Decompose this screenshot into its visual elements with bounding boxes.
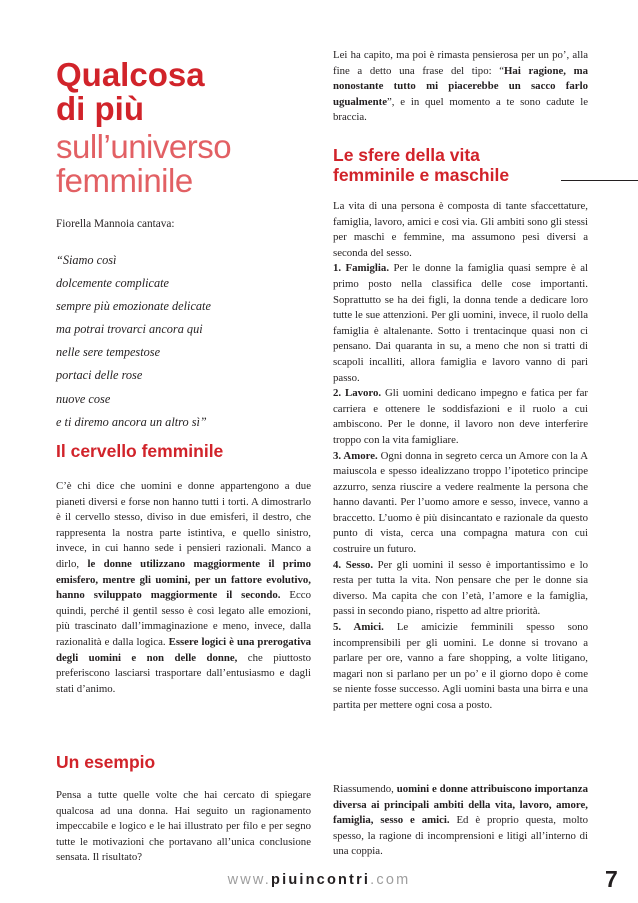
- title-line-2: di più: [56, 90, 144, 127]
- heading-rule: [561, 180, 638, 181]
- intro-text: Fiorella Mannoia cantava:: [56, 218, 175, 230]
- bold-run: uomini e donne attribuiscono importanza diversa ai principali ambiti della vita, lavoro, amore, famiglia, sesso e amici.: [333, 783, 588, 827]
- poem-line: nelle sere tempestose: [56, 345, 161, 360]
- bold-run: Hai ragione, ma nonostante tutto mi piacerebbe un sacco farlo ugualmente: [333, 64, 588, 108]
- poem-line: sempre più emozionate delicate: [56, 299, 211, 314]
- sfere-body: [333, 199, 588, 714]
- sfere-item-sesso: [333, 558, 588, 620]
- article-subtitle: [56, 130, 231, 198]
- paragraph-cervello: [56, 479, 311, 697]
- poem-line: e ti diremo ancora un altro sì”: [56, 414, 207, 429]
- sfere-item-amici: [333, 620, 588, 714]
- item-text: Gli uomini dedicano impegno e fatica per far carriera e ottenere le soddisfazioni e il ruolo a cui ambiscono. Per le donne, il lavoro non deve interferire troppo con la vita famigliare.: [333, 387, 588, 446]
- url-domain: piuincontri: [271, 872, 371, 888]
- title-line-4: femminile: [56, 162, 193, 199]
- item-text: Per gli uomini il sesso è importantissimo e lo resta per tutta la vita. Non pensare che per le donne sia diverso. Ma capita che con l’età, l’amore e la famiglia, passi in secondo piano, rispetto ad altre priorità.: [333, 558, 588, 618]
- item-label: 2. Lavoro.: [333, 387, 382, 400]
- heading-sfere-line-2: femminile e maschile: [333, 165, 510, 185]
- page-number: 7: [605, 866, 618, 892]
- sfere-item-lavoro: [333, 386, 588, 448]
- text-run: C’è chi dice che uomini e donne appartengono a due pianeti diversi e forse non hanno tutti i torti. A dimostrarlo è il cervello stesso, diviso in due emisferi, il destro, che rappresenta la nostra parte istintiva, e quello sinistro, invece, in cui hanno sede i pensieri razionali. Manco a dirlo,: [56, 480, 311, 570]
- footer-url[interactable]: [0, 872, 638, 888]
- heading-cervello: Il cervello femminile: [56, 441, 224, 461]
- bold-run: Essere logici è una prerogativa degli uomini e non delle donne,: [56, 635, 312, 664]
- poem-line: dolcemente complicate: [56, 276, 170, 291]
- heading-esempio: Un esempio: [56, 752, 156, 772]
- url-suffix: .com: [370, 872, 411, 888]
- item-text: Le amicizie femminili spesso sono incomprensibili per gli uomini. Le donne si trovano a parlare per ore, vanno a fare shopping, a volte litigano, magari non si parlano per un po’ e il giorno dopo è come se niente fosse successo. Agli uomini basta una birra e una partita per mettere ogni cosa a posto.: [333, 621, 589, 711]
- bold-run: le donne utilizzano maggiormente il primo emisfero, mentre gli uomini, per un fattore evolutivo, hanno sviluppato maggiormente il secondo.: [56, 557, 312, 602]
- summary-paragraph: [333, 782, 588, 860]
- text-run: Riassumendo,: [333, 783, 397, 795]
- poem-line: ma potrai trovarci ancora qui: [56, 322, 203, 337]
- paragraph-esempio: Pensa a tutte quelle volte che hai cercato di spiegare qualcosa ad una donna. Hai seguito un ragionamento impeccabile e logico e le hai illustrato per filo e per segno tutte le motivazioni che portavano all’unica conclusione sensata. Il risultato?: [56, 789, 311, 864]
- heading-sfere: [333, 145, 509, 185]
- item-text: Ogni donna in segreto cerca un Amore con la A maiuscola e spesso idealizzano troppo l’ipotetico principe azzurro, senza riuscire a vedere realmente la persona che hanno davanti. Per l’uomo amore e sesso, invece, vanno a braccetto. L’uomo è più disincantato e razionale da questo punto di vista, cerca una compagna matura con cui costruire un futuro.: [333, 449, 588, 556]
- item-label: 5. Amici.: [333, 621, 384, 634]
- item-label: 4. Sesso.: [333, 558, 374, 571]
- poem-line: portaci delle rose: [56, 368, 143, 383]
- paragraph-continued: [333, 48, 588, 126]
- item-text: Per le donne la famiglia quasi sempre è al primo posto nella classifica delle cose importanti. Soprattutto se ha dei figli, la donna tende a dedicare loro tutte le sue attenzioni. Per gli uomini, invece, il ruolo della famiglia è altalenante. Sotto i trentacinque quasi non ci pensano. Dai quaranta in su, a meno che non si tratti di scapoli incalliti, allora famiglia e lavoro vanno di pari passo.: [333, 262, 589, 384]
- poem-quote: [56, 249, 311, 434]
- text-run: che piuttosto preferiscono lasciarsi trasportare dall’entusiasmo e dagli stati d’animo.: [56, 651, 311, 695]
- title-line-3: sull’universo: [56, 128, 232, 165]
- heading-sfere-line-1: Le sfere della vita: [333, 145, 480, 165]
- sfere-item-famiglia: [333, 261, 588, 386]
- article-title: [56, 58, 205, 126]
- poem-line: nuove cose: [56, 391, 111, 406]
- text-run: Ed è proprio questa, molto spesso, la ragione di incomprensioni e litigi all’interno di una coppia.: [333, 814, 588, 858]
- url-prefix: www.: [227, 872, 272, 888]
- item-label: 3. Amore.: [333, 449, 378, 462]
- item-label: 1. Famiglia.: [333, 262, 390, 275]
- text-run: Ecco quindi, perché il gentil sesso è così legato alle emozioni, più trascinato dall’immaginazione e meno, invece, dalla razionalità e dalla logica.: [56, 589, 311, 648]
- sfere-item-amore: [333, 449, 588, 558]
- title-line-1: Qualcosa: [56, 56, 205, 93]
- sfere-intro: La vita di una persona è composta di tante sfaccettature, famiglia, lavoro, amici e così via. Gli ambiti sono gli stessi per maschi e femmine, ma assumono pesi diversi a seconda del sesso.: [333, 200, 588, 259]
- poem-line: “Siamo così: [56, 253, 117, 267]
- text-run: Lei ha capito, ma poi è rimasta pensierosa per un po’, alla fine a detto una frase del tipo: “: [333, 49, 588, 77]
- text-run: ”, e in quel momento a te sono cadute le braccia.: [333, 95, 588, 124]
